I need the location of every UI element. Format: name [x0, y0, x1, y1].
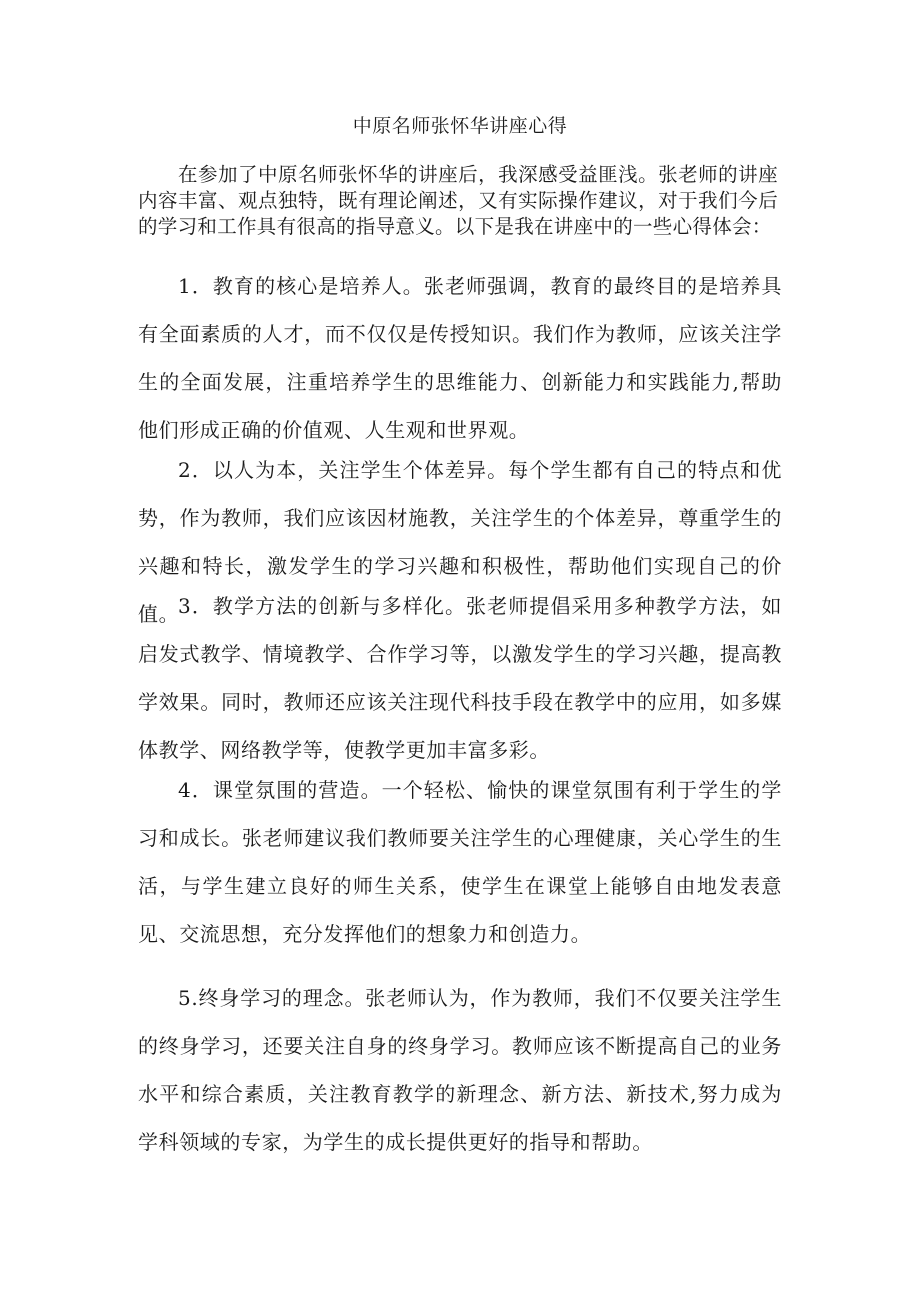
point-paragraph-5: 5.终身学习的理念。张老师认为，作为教师，我们不仅要关注学生的终身学习，还要关注自身的终身学习。教师应该不断提高自己的业务水平和综合素质，关注教育教学的新理念、新方法、新技术,努力成为学科领域的专家，为学生的成长提供更好的指导和帮助。: [138, 986, 782, 1154]
point-paragraph-3: 3．教学方法的创新与多样化。张老师提倡采用多种教学方法，如启发式教学、情境教学、合作学习等，以激发学生的学习兴趣，提高教学效果。同时，教师还应该关注现代科技手段在教学中的应用，如多媒体教学、网络教学等，使教学更加丰富多彩。: [138, 594, 782, 762]
point-paragraph-2: 2．以人为本，关注学生个体差异。每个学生都有自己的特点和优势，作为教师，我们应该因材施教，关注学生的个体差异，尊重学生的兴趣和特长，激发学生的学习兴趣和积极性，帮助他们实现自己的价值。: [138, 458, 782, 626]
intro-paragraph: 在参加了中原名师张怀华的讲座后，我深感受益匪浅。张老师的讲座内容丰富、观点独特，既有理论阐述，又有实际操作建议，对于我们今后的学习和工作具有很高的指导意义。以下是我在讲座中的一些心得体会：: [138, 163, 778, 238]
point-paragraph-1: 1．教育的核心是培养人。张老师强调，教育的最终目的是培养具有全面素质的人才，而不仅仅是传授知识。我们作为教师，应该关注学生的全面发展，注重培养学生的思维能力、创新能力和实践能力,帮助他们形成正确的价值观、人生观和世界观。: [138, 274, 782, 442]
point-paragraph-4: 4．课堂氛围的营造。一个轻松、愉快的课堂氛围有利于学生的学习和成长。张老师建议我们教师要关注学生的心理健康，关心学生的生活，与学生建立良好的师生关系，使学生在课堂上能够自由地发表意见、交流思想，充分发挥他们的想象力和创造力。: [138, 778, 782, 946]
document-title: 中原名师张怀华讲座心得: [352, 115, 568, 137]
